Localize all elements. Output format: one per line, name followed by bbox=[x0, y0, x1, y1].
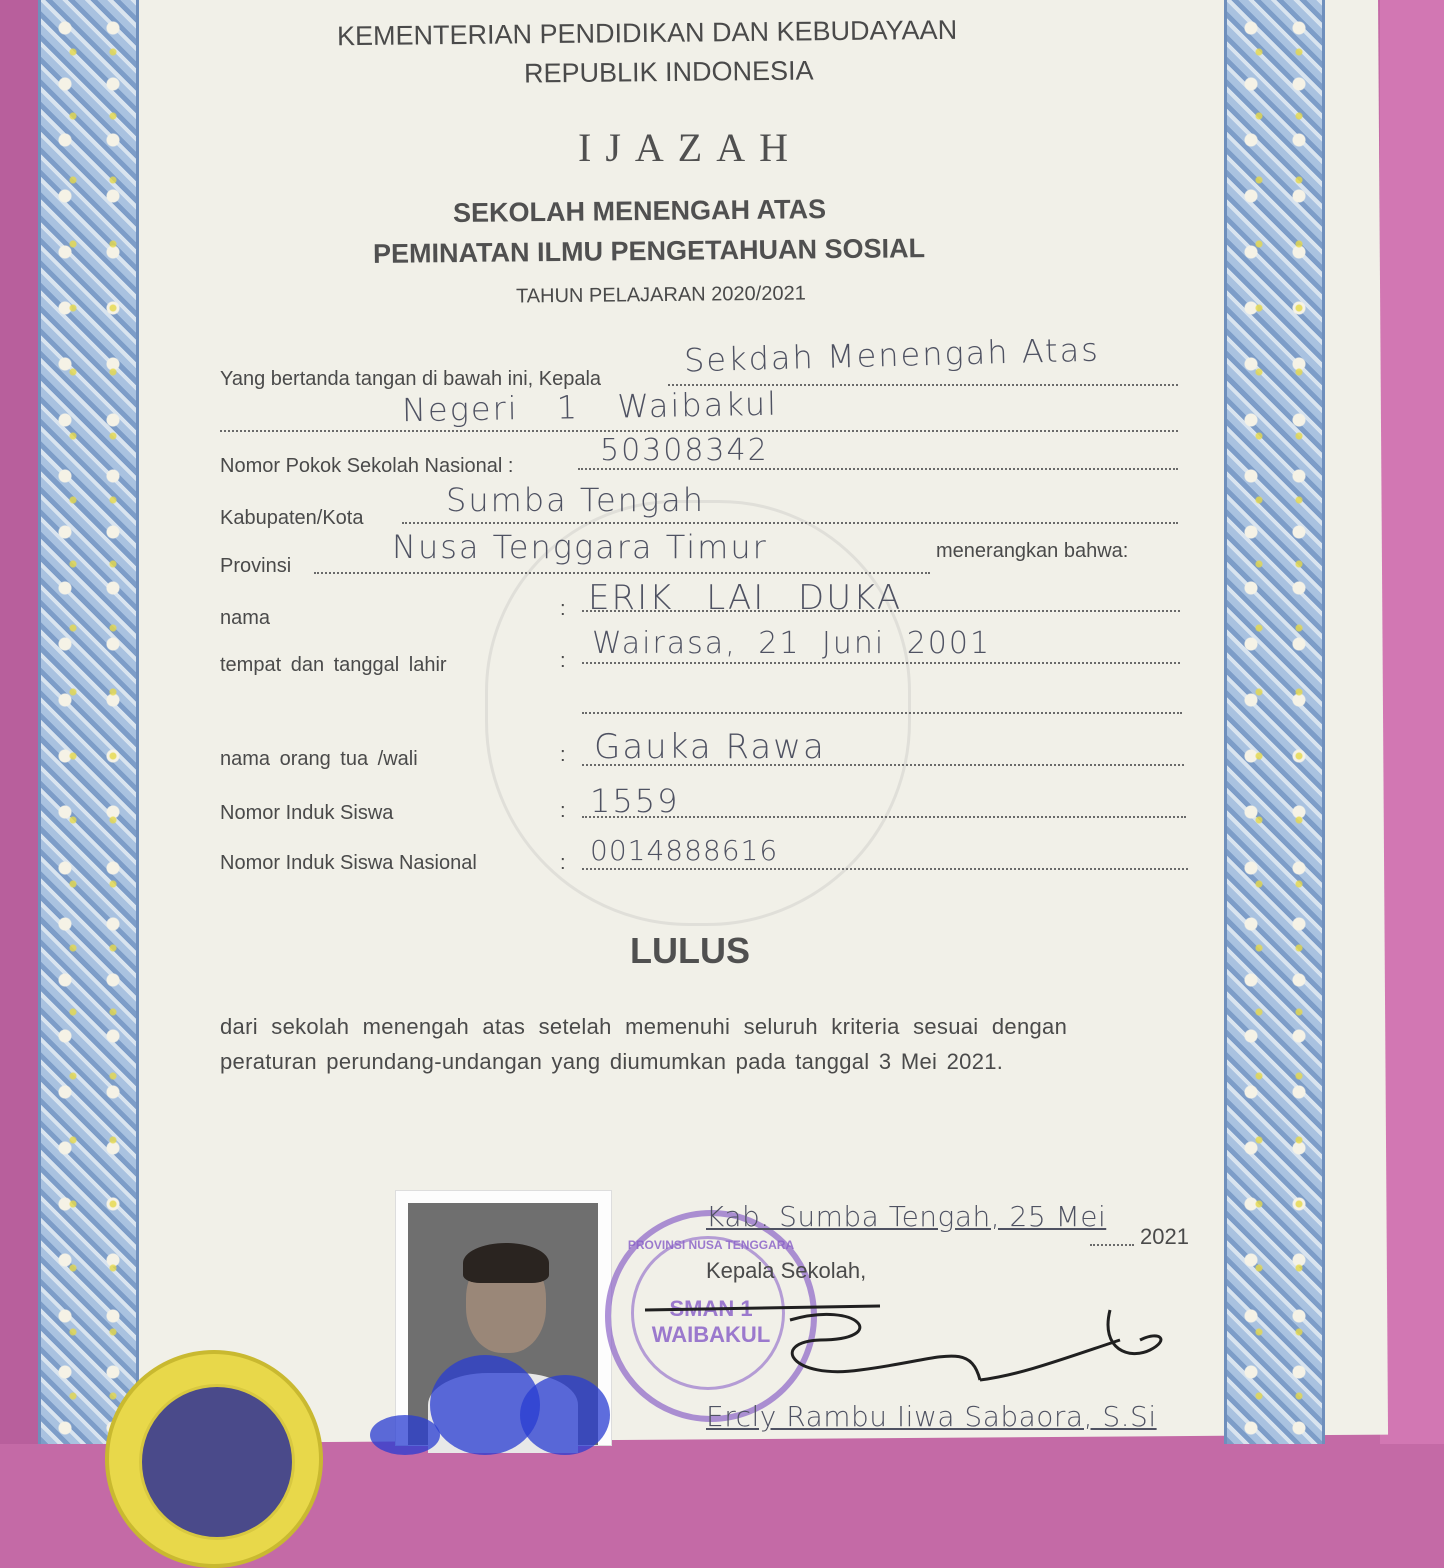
school-name-line2: Negeri 1 Waibakul bbox=[401, 384, 779, 430]
ttl-colon: : bbox=[560, 650, 566, 672]
school-type-heading: SEKOLAH MENENGAH ATAS bbox=[452, 194, 827, 228]
ornamental-border-left bbox=[38, 0, 139, 1444]
ministry-line2: REPUBLIK INDONESIA bbox=[523, 55, 814, 89]
ministry-line1: KEMENTERIAN PENDIDIKAN DAN KEBUDAYAAN bbox=[336, 14, 958, 52]
nama-colon: : bbox=[560, 598, 566, 620]
headmaster-signature bbox=[640, 1280, 1180, 1420]
statement-line1: dari sekolah menengah atas setelah memenuhi seluruh kriteria sesuai dengan bbox=[220, 1014, 1068, 1039]
ortu-colon: : bbox=[560, 744, 566, 766]
dotted-line bbox=[582, 712, 1182, 714]
major-heading: PEMINATAN ILMU PENGETAHUAN SOSIAL bbox=[372, 233, 926, 269]
ttl-label: tempat dan tanggal lahir bbox=[220, 654, 447, 676]
ink-fingerprint bbox=[370, 1415, 440, 1455]
provinsi-label: Provinsi bbox=[220, 555, 292, 577]
signature-role: Kepala Sekolah, bbox=[706, 1258, 867, 1283]
nisn-label: Nomor Induk Siswa Nasional bbox=[220, 852, 477, 874]
academic-year: TAHUN PELAJARAN 2020/2021 bbox=[515, 282, 806, 308]
dotted-line bbox=[402, 522, 1178, 524]
dotted-line bbox=[220, 430, 1178, 432]
npsn-label: Nomor Pokok Sekolah Nasional : bbox=[220, 455, 514, 477]
ornamental-border-right bbox=[1224, 0, 1325, 1444]
statement-line2: peraturan perundang-undangan yang diumumkan pada tanggal 3 Mei 2021. bbox=[220, 1049, 1004, 1074]
ortu-label: nama orang tua /wali bbox=[220, 748, 418, 770]
dotted-line bbox=[582, 662, 1180, 664]
kabupaten-value: Sumba Tengah bbox=[446, 481, 706, 519]
nis-label: Nomor Induk Siswa bbox=[220, 802, 394, 824]
stamp-line1: SMAN 1 bbox=[669, 1296, 753, 1321]
nisn-value: 0014888616 bbox=[590, 834, 779, 867]
ttl-value: Wairasa, 21 Juni 2001 bbox=[592, 626, 992, 661]
provinsi-value: Nusa Tenggara Timur bbox=[392, 528, 768, 566]
npsn-value: 50308342 bbox=[600, 433, 769, 468]
ink-fingerprint bbox=[520, 1375, 610, 1455]
signature-year: 2021 bbox=[1140, 1224, 1189, 1249]
intro-label: Yang bertanda tangan di bawah ini, Kepala bbox=[220, 368, 602, 390]
graduation-status: LULUS bbox=[630, 930, 750, 971]
nama-label: nama bbox=[220, 607, 271, 629]
official-gold-seal bbox=[105, 1350, 323, 1568]
nisn-colon: : bbox=[560, 852, 566, 874]
ortu-value: Gauka Rawa bbox=[594, 727, 826, 767]
kabupaten-label: Kabupaten/Kota bbox=[220, 507, 364, 529]
stamp-line2: WAIBAKUL bbox=[651, 1322, 771, 1347]
document-title: IJAZAH bbox=[578, 125, 802, 170]
dotted-line bbox=[1090, 1244, 1134, 1246]
school-name-line1: Sekdah Menengah Atas bbox=[683, 330, 1101, 380]
background-right bbox=[1380, 0, 1444, 1444]
nis-value: 1559 bbox=[590, 782, 680, 820]
place-date: Kab. Sumba Tengah, 25 Mei bbox=[706, 1200, 1107, 1233]
background-left bbox=[0, 0, 40, 1444]
nama-value: ERIK LAI DUKA bbox=[588, 578, 903, 618]
dotted-line bbox=[578, 468, 1178, 470]
dotted-line bbox=[314, 572, 930, 574]
headmaster-name: Ercly Rambu Iiwa Sabaora, S.Si bbox=[706, 1400, 1157, 1433]
dotted-line bbox=[582, 868, 1188, 870]
stamp-top-text: PROVINSI NUSA TENGGARA bbox=[627, 1238, 795, 1252]
menerangkan-label: menerangkan bahwa: bbox=[936, 540, 1129, 562]
nis-colon: : bbox=[560, 800, 566, 822]
